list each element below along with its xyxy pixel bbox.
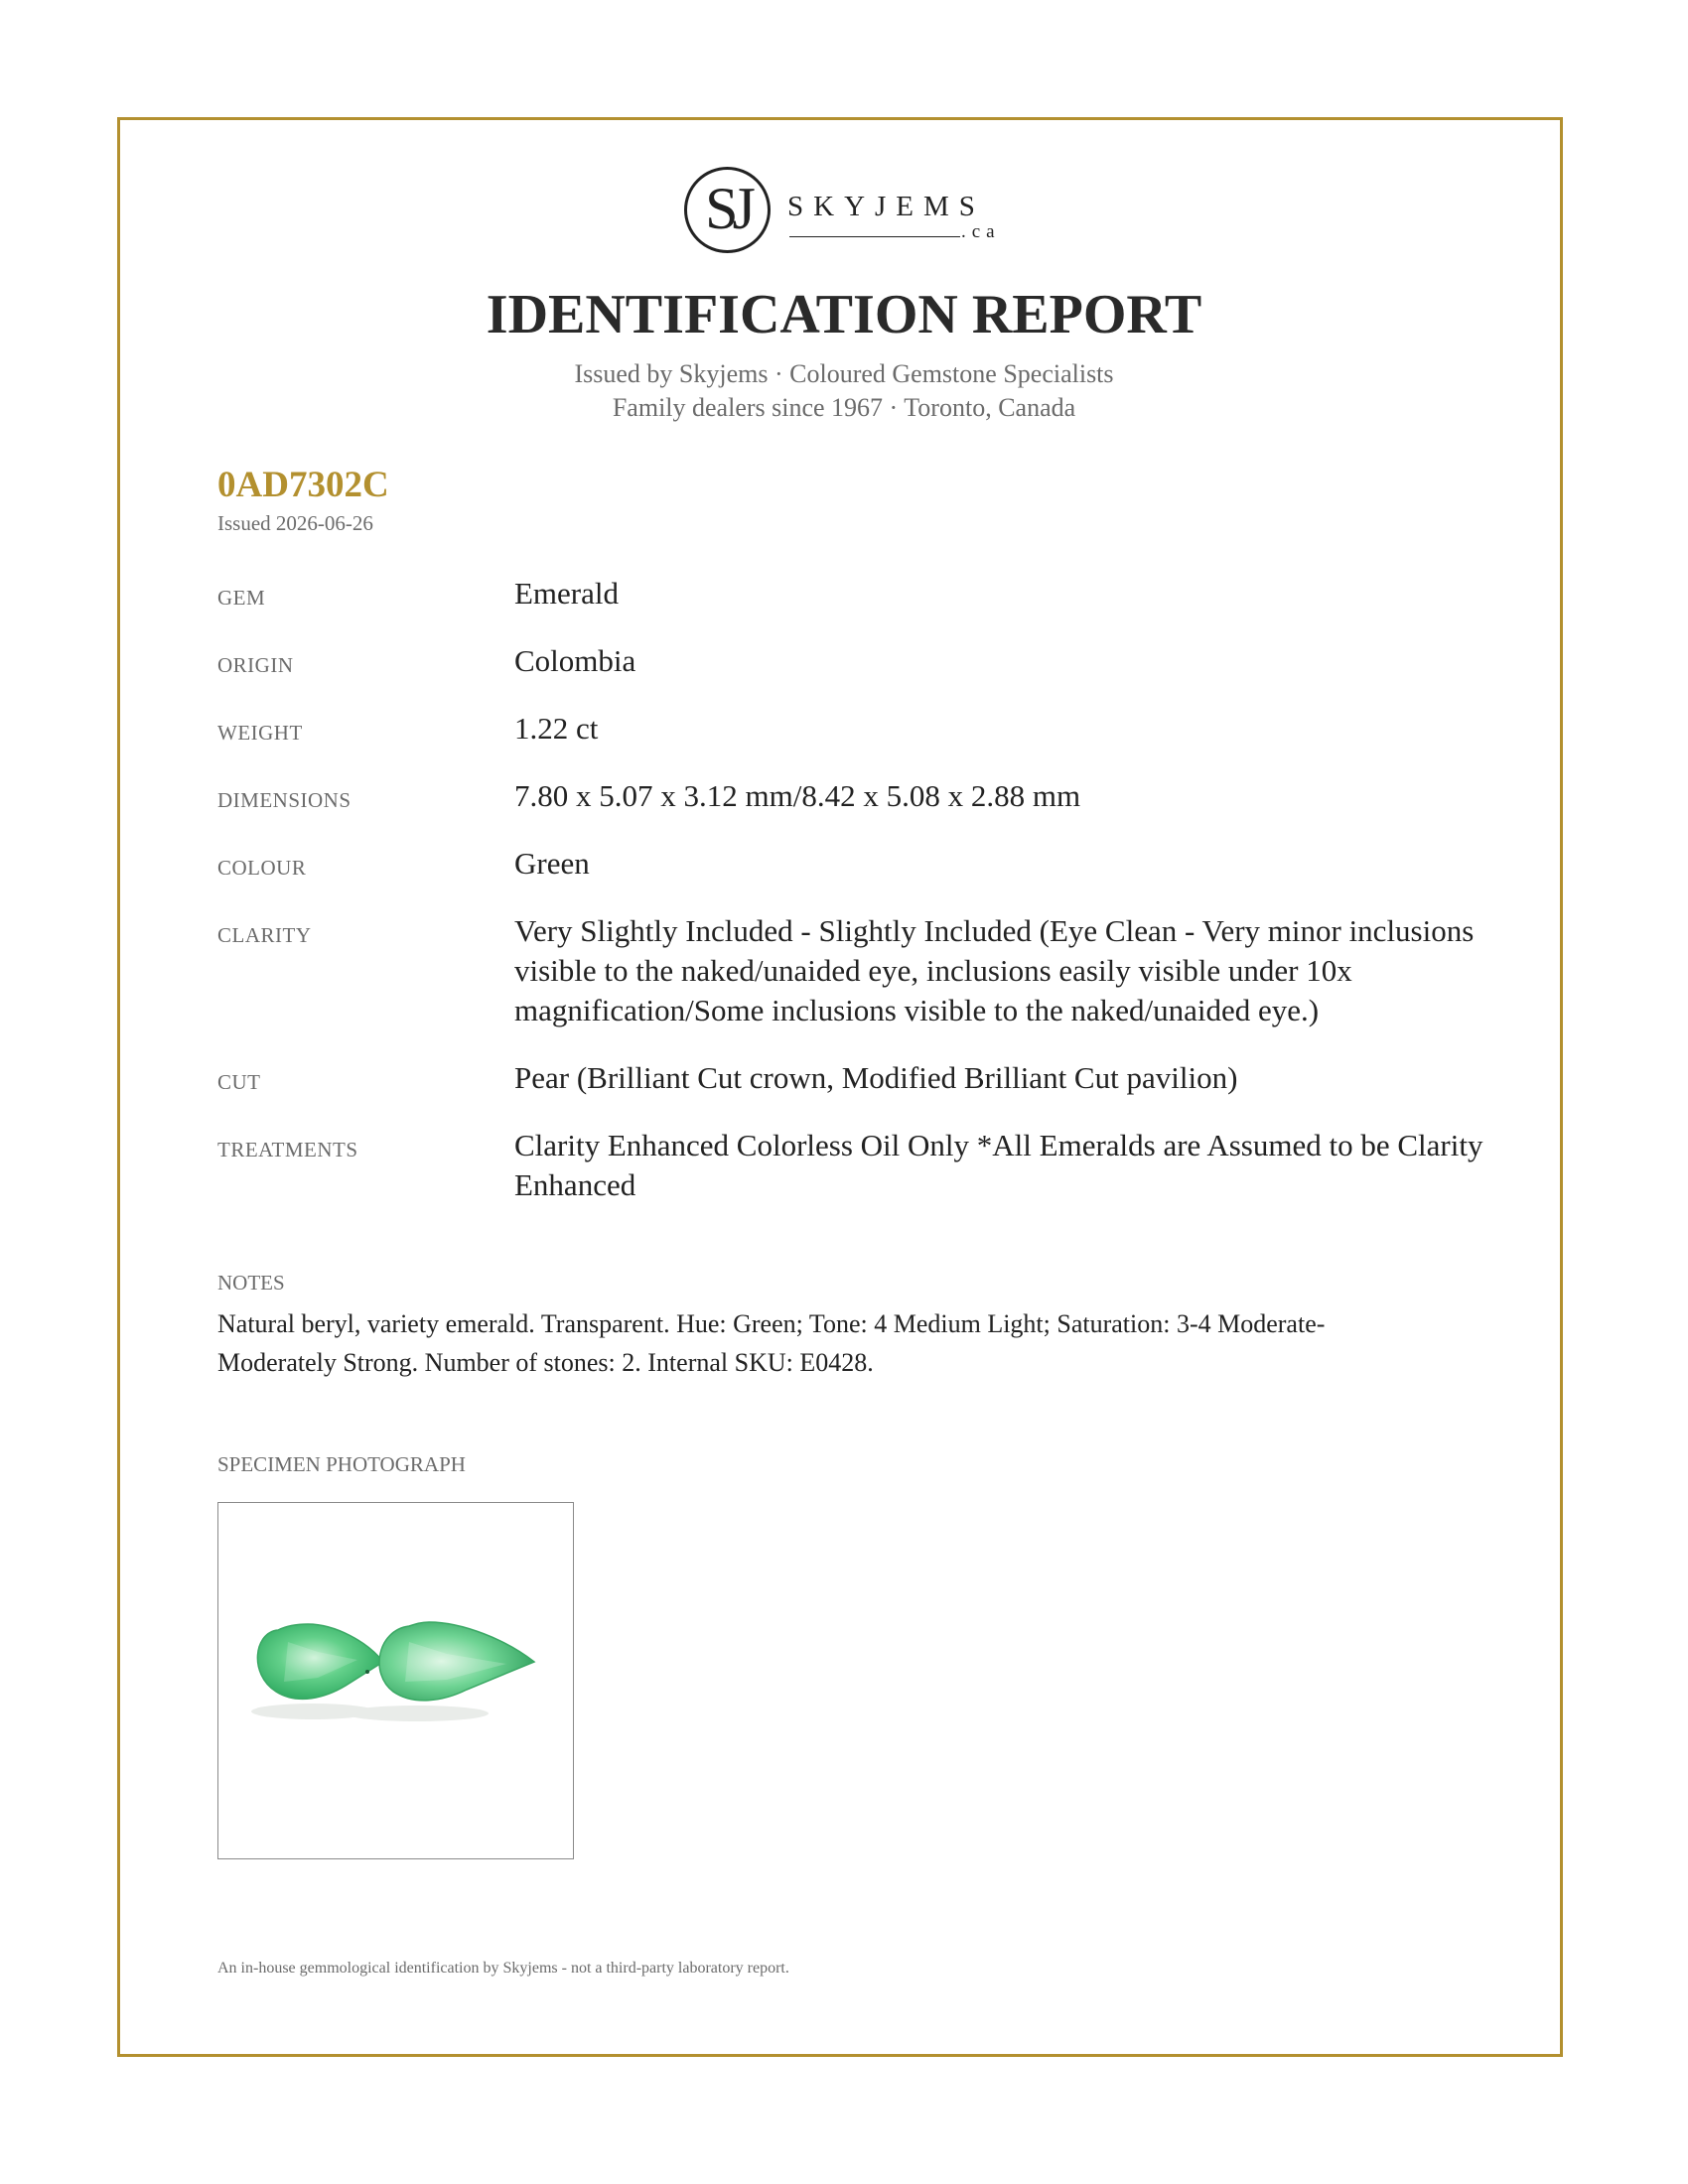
field-value-cut: Pear (Brilliant Cut crown, Modified Brilliant Cut pavilion) [514,1060,1238,1095]
specimen-photo [217,1502,574,1859]
field-value-colour: Green [514,846,590,881]
field-label-colour: COLOUR [217,856,307,880]
right-stone-shadow [346,1706,489,1721]
report-id: 0AD7302C [217,465,389,505]
logo-wordmark: SKYJEMS [787,191,985,222]
field-value-treatments: Clarity Enhanced Colorless Oil Only *All Emeralds are Assumed to be Clarity Enhanced [514,1128,1483,1202]
dealer-subtitle: Family dealers since 1967 · Toronto, Canada [612,393,1076,422]
disclaimer-footer: An in-house gemmological identification by Skyjems - not a third-party laboratory report. [217,1960,789,1977]
issuer-subtitle: Issued by Skyjems · Coloured Gemstone Specialists [574,359,1114,388]
emerald-pair-image [218,1503,572,1857]
field-label-dimensions: DIMENSIONS [217,788,352,812]
field-label-origin: ORIGIN [217,653,294,677]
field-label-treatments: TREATMENTS [217,1138,358,1161]
report-title: IDENTIFICATION REPORT [486,284,1202,345]
skyjems-logo [684,165,1006,260]
field-label-cut: CUT [217,1070,261,1094]
field-label-clarity: CLARITY [217,923,312,947]
issued-date: Issued 2026-06-26 [217,511,373,535]
notes-text: Natural beryl, variety emerald. Transparent. Hue: Green; Tone: 4 Medium Light; Saturation: 3-4 Moderate-Moderately Strong. Number of stones: 2. Internal SKU: E0428. [217,1309,1326,1377]
field-value-weight: 1.22 ct [514,711,599,746]
field-label-weight: WEIGHT [217,721,303,745]
field-value-gem: Emerald [514,576,620,611]
logo-rule [789,236,960,237]
notes-label: NOTES [217,1271,285,1295]
field-value-origin: Colombia [514,643,636,678]
logo-monogram: SJ [705,176,750,241]
field-value-clarity: Very Slightly Included - Slightly Included (Eye Clean - Very minor inclusions visible to the naked/unaided eye, inclusions easily visible under 10x magnification/Some inclusions visible to the naked/unaided eye.) [514,913,1475,1027]
specimen-photo-label: SPECIMEN PHOTOGRAPH [217,1452,466,1476]
field-value-dimensions: 7.80 x 5.07 x 3.12 mm/8.42 x 5.08 x 2.88 mm [514,778,1081,813]
logo-suffix: .ca [961,221,1001,242]
field-label-gem: GEM [217,586,266,610]
